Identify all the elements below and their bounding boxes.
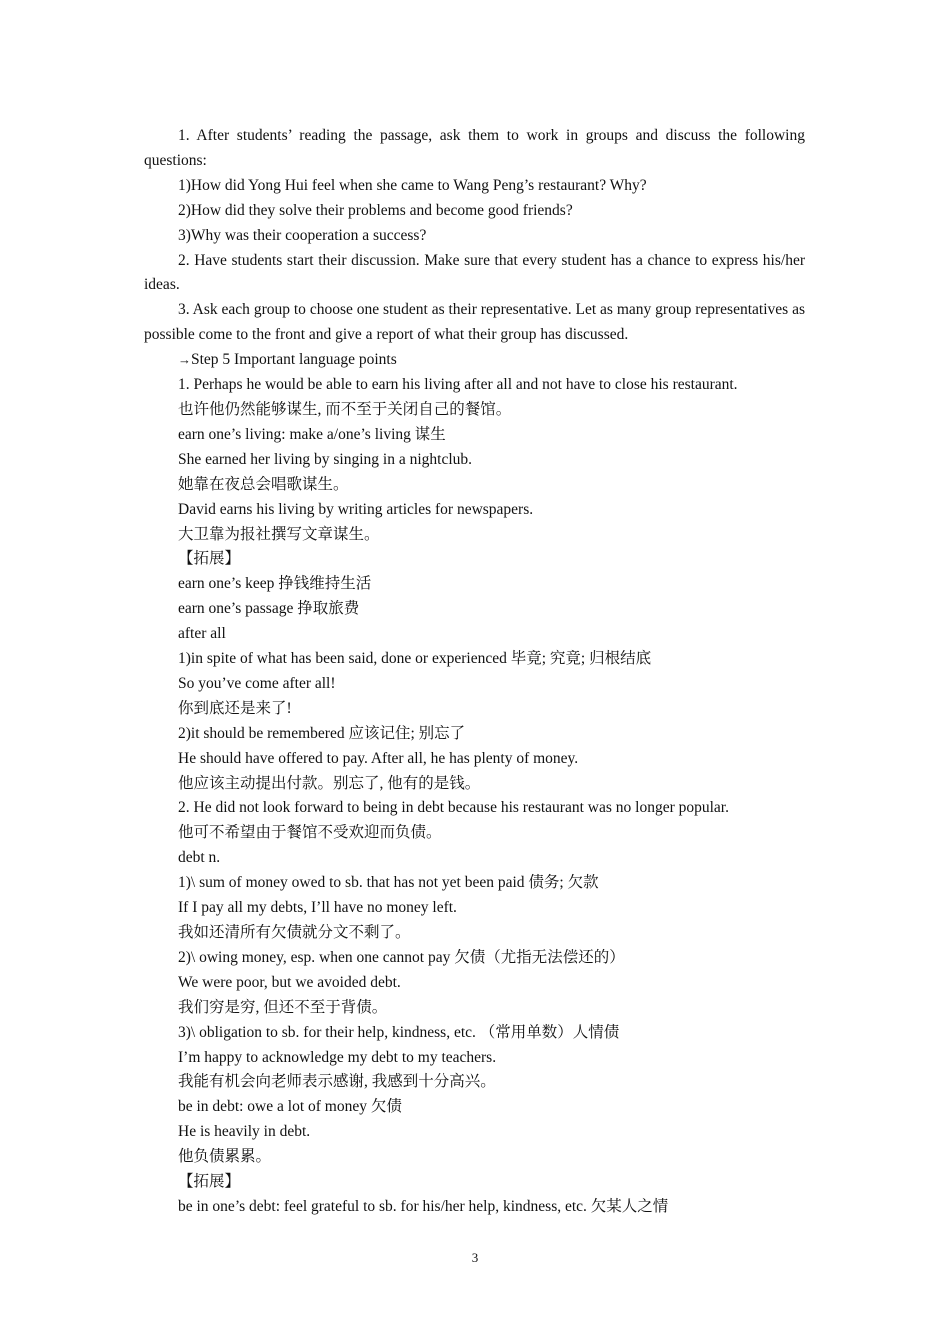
language-point-line: We were poor, but we avoided debt. [178, 973, 401, 991]
language-point-line: 我们穷是穷, 但还不至于背债。 [178, 998, 388, 1016]
language-point-line: She earned her living by singing in a nightclub. [178, 450, 473, 468]
language-point-line: 2. He did not look forward to being in debt because his restaurant was no longer popular. [178, 799, 729, 817]
language-point-line: be in debt: owe a lot of money 欠债 [178, 1098, 402, 1116]
arrow-right-icon: → [178, 352, 191, 368]
language-point-line: 3)\ obligation to sb. for their help, kindness, etc. （常用单数）人情债 [178, 1023, 620, 1041]
language-point-line: He is heavily in debt. [178, 1123, 311, 1141]
language-point-line: 他应该主动提出付款。别忘了, 他有的是钱。 [178, 774, 481, 792]
language-point-line: David earns his living by writing articles for newspapers. [178, 500, 534, 518]
language-point-line: 我如还清所有欠债就分文不剩了。 [178, 924, 411, 941]
language-point-line: 她靠在夜总会唱歌谋生。 [178, 475, 349, 493]
language-point-line: 大卫靠为报社撰写文章谋生。 [178, 525, 380, 543]
language-point-line: be in one’s debt: feel grateful to sb. for his/her help, kindness, etc. 欠某人之情 [178, 1197, 669, 1215]
paragraph-representative: 3. Ask each group to choose one student as their representative. Let as many group representatives as possible come to the front and give a report of what their group has discussed. [144, 301, 805, 344]
document-body [144, 124, 805, 1220]
page-number: 3 [471, 1250, 479, 1265]
language-point-line: If I pay all my debts, I’ll have no money left. [178, 899, 457, 917]
language-point-line: 1)in spite of what has been said, done or experienced 毕竟; 究竟; 归根结底 [178, 650, 652, 668]
language-point-line: earn one’s living: make a/one’s living 谋生 [178, 425, 446, 443]
language-point-line: earn one’s keep 挣钱维持生活 [178, 575, 372, 593]
language-point-line: 2)it should be remembered 应该记住; 别忘了 [178, 724, 466, 742]
question-2: 2)How did they solve their problems and become good friends? [178, 201, 573, 219]
paragraph-discussion-start: 2. Have students start their discussion. Make sure that every student has a chance to express his/her ideas. [144, 251, 805, 294]
step-heading [144, 348, 805, 373]
language-point-line: 他可不希望由于餐馆不受欢迎而负债。 [178, 824, 442, 842]
language-point-line: So you’ve come after all! [178, 674, 336, 692]
language-point-line: 你到底还是来了! [178, 699, 292, 717]
question-1: 1)How did Yong Hui feel when she came to Wang Peng’s restaurant? Why? [178, 176, 647, 194]
language-point-line: debt n. [178, 849, 221, 867]
language-point-line: 我能有机会向老师表示感谢, 我感到十分高兴。 [178, 1073, 496, 1091]
language-point-line: after all [178, 625, 226, 643]
language-point-line: 1. Perhaps he would be able to earn his living after all and not have to close his restaurant. [178, 376, 738, 394]
extension-heading: 【拓展】 [178, 550, 241, 568]
question-3: 3)Why was their cooperation a success? [178, 226, 427, 244]
language-point-line: 也许他仍然能够谋生, 而不至于关闭自己的餐馆。 [178, 400, 512, 418]
paragraph-discussion-task: 1. After students’ reading the passage, ask them to work in groups and discuss the following questions: [144, 127, 805, 169]
language-point-line: 2)\ owing money, esp. when one cannot pay 欠债（尤指无法偿还的） [178, 948, 625, 966]
language-point-line: earn one’s passage 挣取旅费 [178, 600, 360, 618]
language-point-line: 1)\ sum of money owed to sb. that has not yet been paid 债务; 欠款 [178, 874, 599, 892]
language-point-line: I’m happy to acknowledge my debt to my teachers. [178, 1048, 497, 1066]
extension-heading: 【拓展】 [178, 1173, 241, 1191]
language-point-line: 他负债累累。 [178, 1148, 272, 1166]
step-heading-text: Step 5 Important language points [191, 351, 397, 369]
language-point-line: He should have offered to pay. After all, he has plenty of money. [178, 749, 579, 767]
